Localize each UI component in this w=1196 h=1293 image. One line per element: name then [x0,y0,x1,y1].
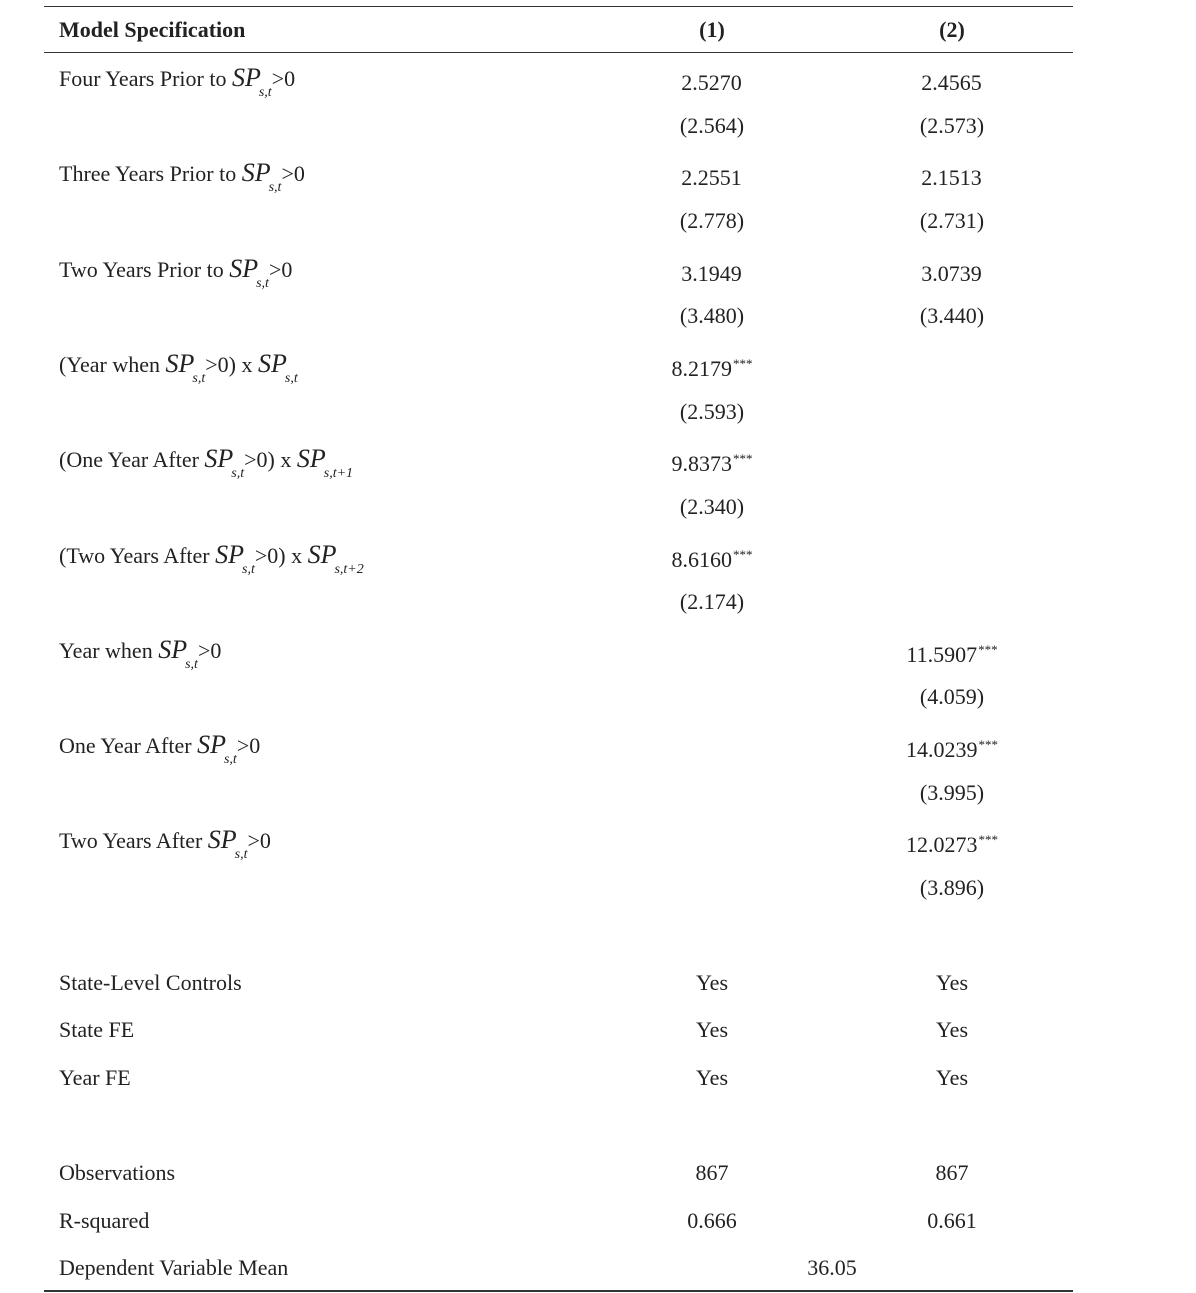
row-label [59,439,353,484]
se-row [0,582,1196,622]
coef-row [0,344,1196,384]
se-col2 [920,868,984,908]
se-col2-value: (2.573) [919,113,985,138]
coef-col2 [952,439,953,484]
se-row [0,487,1196,527]
coef-col1-value: 2.5270 [681,70,742,95]
se-col2 [920,106,984,146]
coef-col2 [952,344,953,389]
row-label-pre: One Year After [59,733,198,758]
stat-row [0,1153,1196,1193]
control-label: Year FE [59,1065,131,1090]
row-label-post: >0 [268,257,293,282]
coef-col1 [712,630,713,675]
se-col2-value: (3.440) [919,303,985,328]
coef-col1-value: 8.6160 [671,547,732,572]
coef-col2-value: 2.1513 [921,165,982,190]
table-top-rule [44,6,1073,7]
control-row [0,963,1196,1003]
se-col2-value: (4.059) [919,684,985,709]
row-label-subscript: s,t [185,657,198,672]
se-col1 [680,296,744,336]
sp-symbol: SP [158,635,188,664]
row-label-subscript: s,t+2 [334,562,364,577]
row-label-post: >0 [236,733,261,758]
row-label-subscript: s,t [234,847,248,862]
coef-row [0,439,1196,479]
coef-col2 [906,725,998,770]
sp-symbol: SP [204,444,234,473]
row-label-subscript: s,t [258,85,272,100]
control-col1: Yes [695,1065,729,1090]
header-label: Model Specification [59,17,246,42]
coef-col1 [712,820,713,865]
coef-col2 [921,153,983,198]
se-row [0,773,1196,813]
control-row [0,1010,1196,1050]
sp-symbol: SP [258,349,287,378]
stat-row [0,1201,1196,1241]
coef-col2-value: 2.4565 [921,70,982,95]
row-label-mid: >0) x [254,543,308,568]
coef-col2-value: 14.0239 [906,737,978,762]
stat-col1: 867 [695,1160,729,1185]
coef-col2-value: 3.0739 [921,261,982,286]
coef-col2-stars: *** [978,737,998,752]
table-bottom-rule [44,1290,1073,1292]
stat-label: Observations [59,1160,176,1185]
coef-col1 [681,58,743,103]
coef-col2-value: 12.0273 [906,832,978,857]
se-row [0,106,1196,146]
row-label-subscript: s,t [242,562,255,577]
row-label [59,820,271,865]
coef-col2-value: 11.5907 [906,642,978,667]
row-label-post: >0 [281,161,305,186]
coef-col1 [672,535,753,580]
se-row [0,392,1196,432]
control-col2: Yes [935,970,969,995]
sp-symbol: SP [165,349,195,378]
se-col2 [920,773,984,813]
row-label-subscript: s,t [231,466,245,481]
coef-col1 [712,725,713,770]
se-col1-value: (2.593) [679,399,745,424]
coef-row [0,249,1196,289]
dep-mean-row [0,1248,1196,1288]
control-row [0,1058,1196,1098]
control-label: State-Level Controls [59,970,242,995]
coef-row [0,725,1196,765]
row-label-subscript: s,t [256,276,269,291]
coef-col2 [921,249,983,294]
row-label-subscript: s,t [223,752,237,767]
se-col2-value: (2.731) [919,208,985,233]
coef-col2 [906,630,997,675]
sp-symbol: SP [207,825,237,854]
se-col1 [680,392,744,432]
se-col1-value: (2.340) [679,494,745,519]
header-col1: (1) [699,17,725,42]
se-col1 [680,106,744,146]
control-col2: Yes [935,1017,969,1042]
se-col2-value: (3.896) [919,875,985,900]
row-label [59,725,260,770]
coef-col1-stars: *** [733,451,753,466]
coef-col1 [681,249,743,294]
stat-label: R-squared [59,1208,150,1233]
se-col1 [680,201,744,241]
se-col2 [920,296,984,336]
row-label [59,249,292,294]
sp-symbol: SP [296,444,326,473]
row-label-pre: Three Years Prior to [59,161,242,186]
coef-col2 [921,58,983,103]
sp-symbol: SP [231,63,261,92]
coef-row [0,535,1196,575]
row-label-subscript: s,t [268,180,282,195]
coef-row [0,153,1196,193]
se-col1 [680,487,744,527]
row-label-subscript: s,t [192,371,206,386]
coef-row [0,820,1196,860]
se-col2 [920,677,984,717]
sp-symbol: SP [229,254,259,283]
row-label [59,153,305,198]
coef-col1-stars: *** [733,356,753,371]
table-header-row [0,10,1196,50]
stat-col1: 0.666 [687,1208,737,1233]
stat-col2: 0.661 [927,1208,977,1233]
coef-col1-value: 9.8373 [671,451,732,476]
se-col1-value: (3.480) [679,303,745,328]
coef-col1-value: 2.2551 [681,165,742,190]
row-label [59,344,298,389]
se-row [0,677,1196,717]
row-label [59,58,295,103]
row-label-pre: Two Years Prior to [59,257,230,282]
row-label-mid: >0) x [244,447,297,472]
se-col2 [920,201,984,241]
coef-col1-stars: *** [733,547,753,562]
table-header-rule [44,52,1073,53]
row-label-pre: Two Years After [59,828,208,853]
control-label: State FE [59,1017,135,1042]
se-col1-value: (2.778) [679,208,745,233]
row-label [59,630,221,675]
dep-mean-label: Dependent Variable Mean [59,1255,289,1280]
row-label-post: >0 [197,638,222,663]
coef-col2 [952,535,953,580]
coef-row [0,630,1196,670]
sp-symbol: SP [215,540,244,569]
row-label-pre: Year when [59,638,159,663]
control-col1: Yes [695,1017,729,1042]
coef-col1 [672,344,753,389]
coef-row [0,58,1196,98]
row-label-post: >0 [247,828,271,853]
row-label-pre: (Year when [59,352,166,377]
row-label-mid: >0) x [205,352,258,377]
coef-col2 [906,820,998,865]
coef-col1 [681,153,743,198]
coef-col1-value: 8.2179 [671,356,732,381]
dep-mean-value: 36.05 [807,1255,857,1280]
se-row [0,296,1196,336]
control-col2: Yes [935,1065,969,1090]
coef-col1 [672,439,753,484]
row-label-pre: Four Years Prior to [59,66,232,91]
sp-symbol: SP [307,540,337,569]
row-label-post: >0 [271,66,296,91]
coef-col1-value: 3.1949 [681,261,742,286]
sp-symbol: SP [241,158,271,187]
se-row [0,868,1196,908]
coef-col2-stars: *** [978,832,998,847]
se-col1-value: (2.174) [679,589,745,614]
row-label-subscript: s,t+1 [323,466,354,481]
row-label-pre: (One Year After [59,447,205,472]
se-col2-value: (3.995) [919,780,985,805]
se-col1 [680,582,744,622]
se-col1-value: (2.564) [679,113,745,138]
row-label [59,535,364,580]
row-label-pre: (Two Years After [59,543,216,568]
control-col1: Yes [695,970,729,995]
sp-symbol: SP [197,730,226,759]
header-col2: (2) [939,17,965,42]
stat-col2: 867 [935,1160,969,1185]
se-row [0,201,1196,241]
coef-col2-stars: *** [978,642,998,657]
row-label-subscript: s,t [284,371,298,386]
